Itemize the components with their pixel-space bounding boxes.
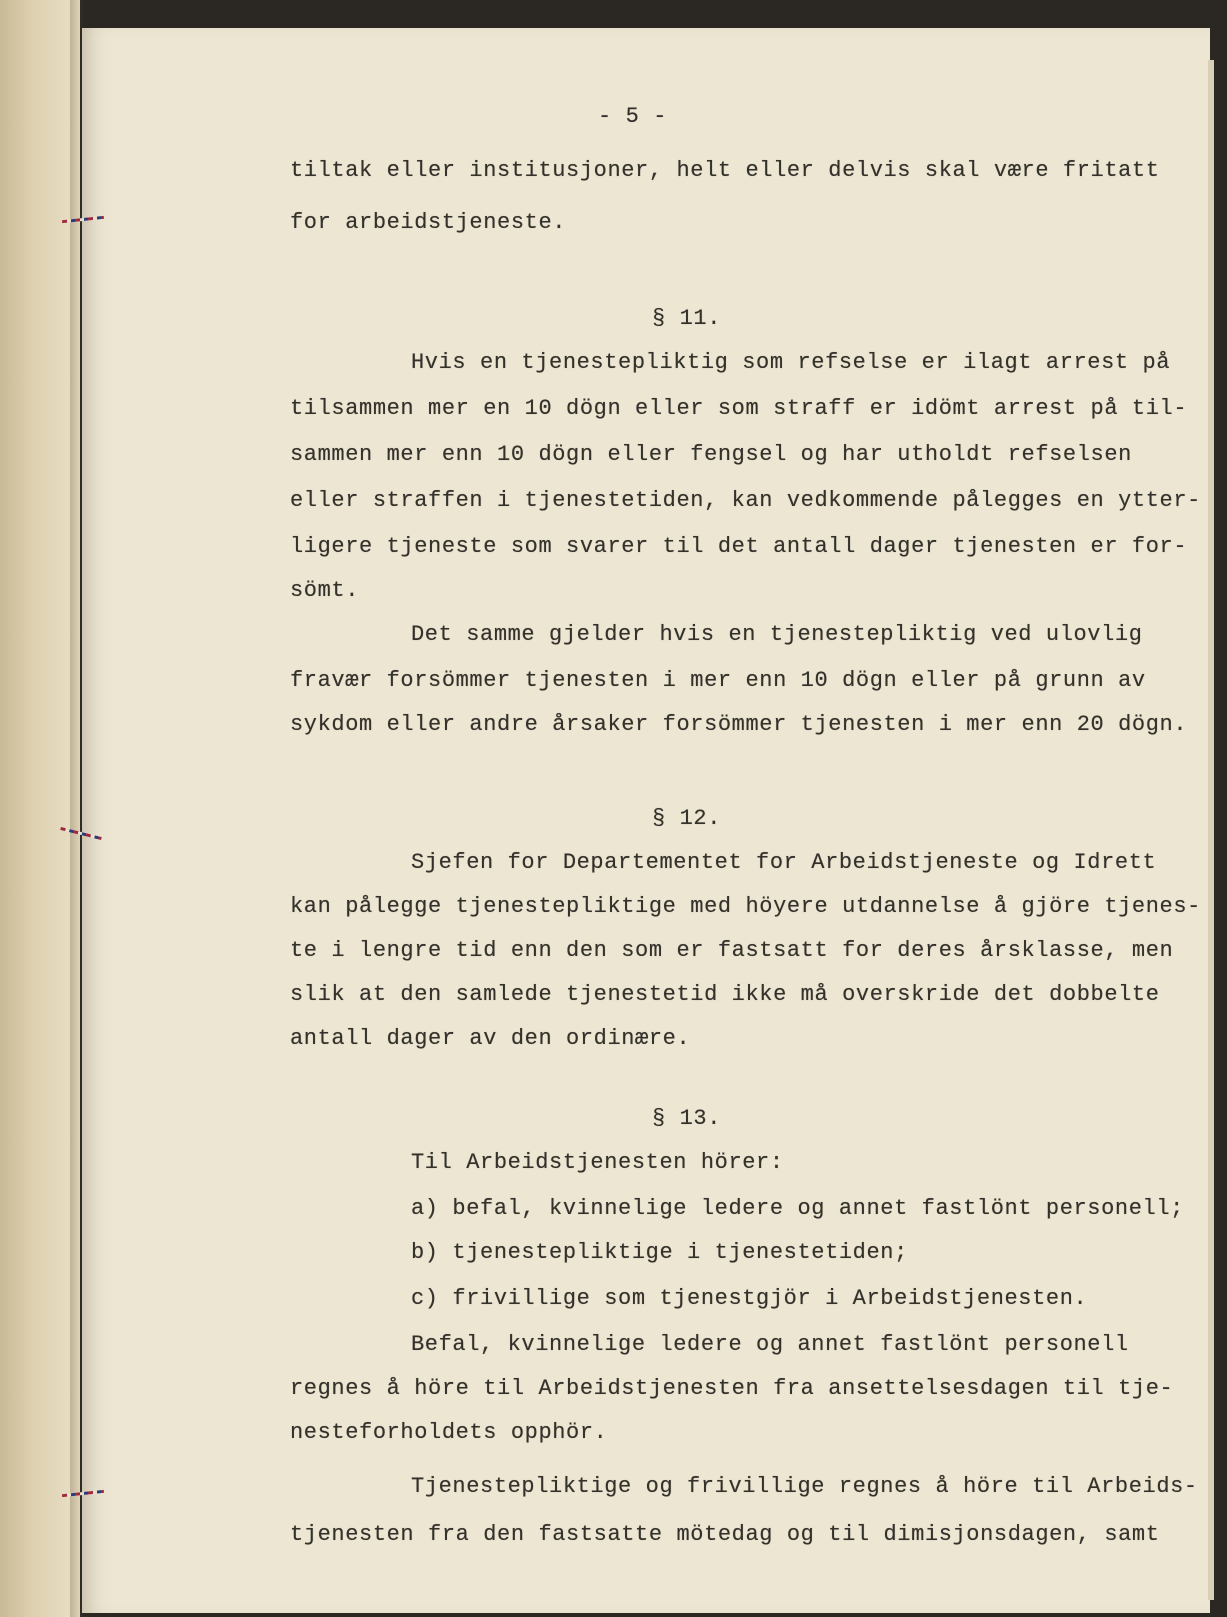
text-line: Sjefen for Departementet for Arbeidstjeneste og Idrett	[411, 850, 1157, 875]
left-page-edge	[0, 0, 80, 1617]
text-line: ligere tjeneste som svarer til det antall dager tjenesten er for-	[290, 534, 1188, 559]
text-line: Det samme gjelder hvis en tjenestepliktig ved ulovlig	[411, 622, 1143, 647]
section-heading-11: § 11.	[652, 306, 722, 331]
list-item-c: c) frivillige som tjenestgjör i Arbeidstjenesten.	[411, 1286, 1088, 1311]
text-line: tjenesten fra den fastsatte mötedag og til dimisjonsdagen, samt	[290, 1522, 1160, 1547]
page-edge	[1208, 60, 1214, 1600]
text-line: tiltak eller institusjoner, helt eller delvis skal være fritatt	[290, 158, 1160, 183]
section-heading-12: § 12.	[652, 806, 722, 831]
text-line: Befal, kvinnelige ledere og annet fastlönt personell	[411, 1332, 1129, 1357]
text-line: kan pålegge tjenestepliktige med höyere utdannelse å gjöre tjenes-	[290, 894, 1201, 919]
text-line: Hvis en tjenestepliktig som refselse er ilagt arrest på	[411, 350, 1171, 375]
text-line: slik at den samlede tjenestetid ikke må overskride det dobbelte	[290, 982, 1160, 1007]
text-line: tilsammen mer en 10 dögn eller som straff er idömt arrest på til-	[290, 396, 1188, 421]
page-number: - 5 -	[598, 104, 668, 129]
text-line: for arbeidstjeneste.	[290, 210, 567, 235]
section-heading-13: § 13.	[652, 1106, 722, 1131]
list-item-a: a) befal, kvinnelige ledere og annet fastlönt personell;	[411, 1196, 1184, 1221]
text-line: fravær forsömmer tjenesten i mer enn 10 dögn eller på grunn av	[290, 668, 1146, 693]
text-line: eller straffen i tjenestetiden, kan vedkommende pålegges en ytter-	[290, 488, 1201, 513]
text-line: sammen mer enn 10 dögn eller fengsel og har utholdt refselsen	[290, 442, 1132, 467]
text-line: Til Arbeidstjenesten hörer:	[411, 1150, 784, 1175]
text-line: te i lengre tid enn den som er fastsatt for deres årsklasse, men	[290, 938, 1174, 963]
text-line: sömt.	[290, 578, 360, 603]
text-line: sykdom eller andre årsaker forsömmer tjenesten i mer enn 20 dögn.	[290, 712, 1188, 737]
text-line: nesteforholdets opphör.	[290, 1420, 608, 1445]
text-line: regnes å höre til Arbeidstjenesten fra ansettelsesdagen til tje-	[290, 1376, 1174, 1401]
list-item-b: b) tjenestepliktige i tjenestetiden;	[411, 1240, 908, 1265]
text-line: antall dager av den ordinære.	[290, 1026, 691, 1051]
text-line: Tjenestepliktige og frivillige regnes å höre til Arbeids-	[411, 1474, 1198, 1499]
